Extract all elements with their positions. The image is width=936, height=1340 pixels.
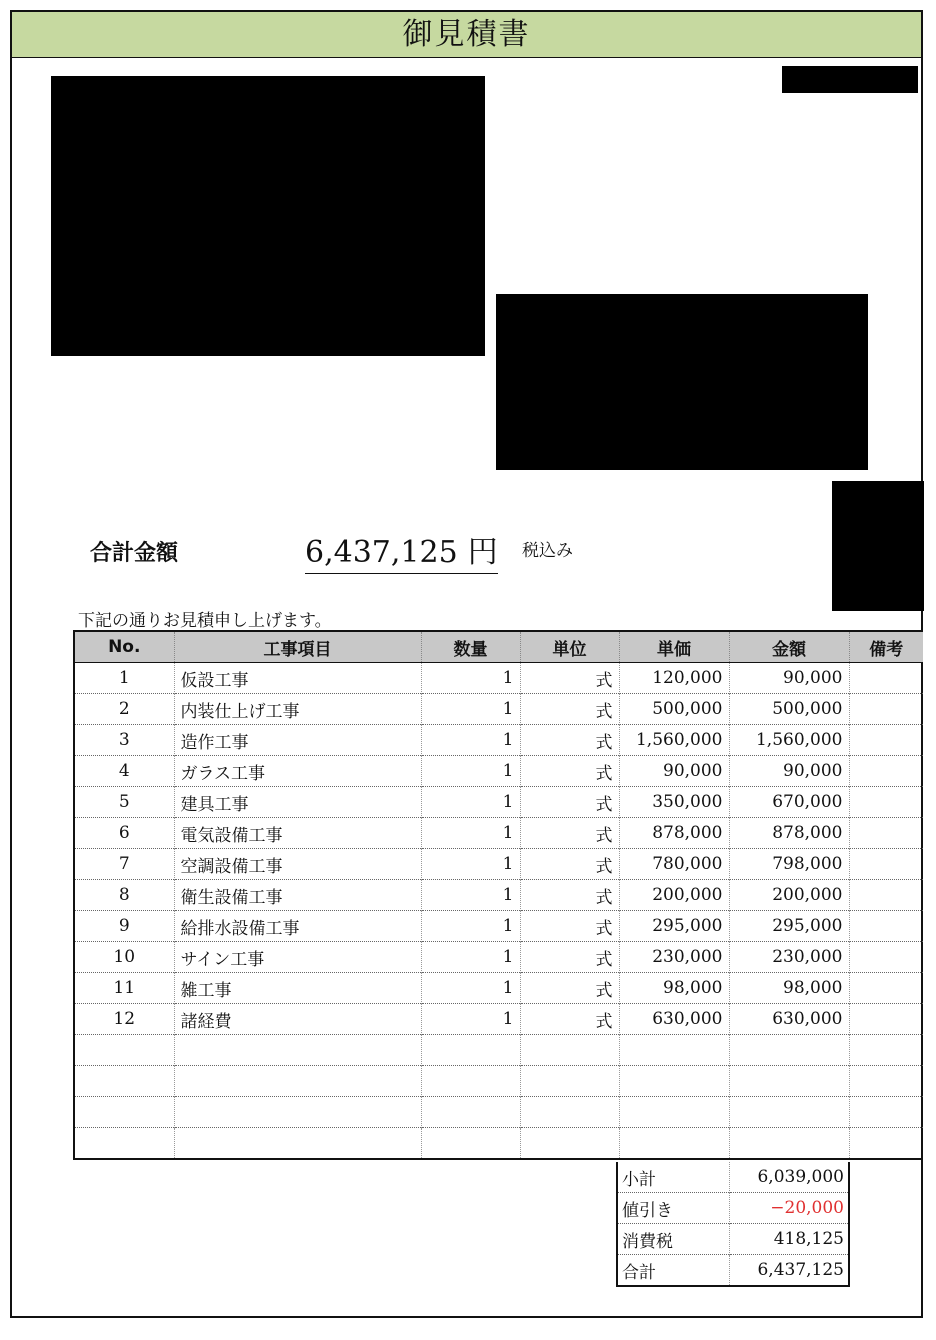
header-unit-price: 単価 [619, 631, 729, 663]
cell-unit: 式 [520, 973, 619, 1004]
cell-no: 9 [74, 911, 174, 942]
cell-qty: 1 [421, 911, 520, 942]
cell-amount: 200,000 [729, 880, 849, 911]
subtotal-value: 6,039,000 [757, 1167, 844, 1187]
cell-empty [729, 1066, 849, 1097]
intro-text: 下記の通りお見積申し上げます。 [78, 611, 332, 631]
cell-note [849, 787, 923, 818]
cell-amount: 90,000 [729, 663, 849, 694]
cell-note [849, 880, 923, 911]
cell-unit: 式 [520, 942, 619, 973]
cell-note [849, 694, 923, 725]
cell-note [849, 1004, 923, 1035]
table-row-empty [74, 1035, 923, 1066]
cell-unit: 式 [520, 756, 619, 787]
cell-amount: 230,000 [729, 942, 849, 973]
cell-empty [74, 1097, 174, 1128]
cell-note [849, 911, 923, 942]
cell-item: 給排水設備工事 [174, 911, 421, 942]
cell-unit-price: 230,000 [619, 942, 729, 973]
grand-total-label: 合計 [617, 1255, 729, 1287]
cell-qty: 1 [421, 787, 520, 818]
cell-empty [74, 1035, 174, 1066]
cell-empty [520, 1066, 619, 1097]
cell-note [849, 663, 923, 694]
cell-item: ガラス工事 [174, 756, 421, 787]
cell-no: 12 [74, 1004, 174, 1035]
cell-note [849, 756, 923, 787]
cell-note [849, 849, 923, 880]
summary-table [616, 1162, 850, 1287]
cell-qty: 1 [421, 973, 520, 1004]
cell-item: サイン工事 [174, 942, 421, 973]
table-row [74, 849, 923, 880]
cell-item: 衛生設備工事 [174, 880, 421, 911]
table-body [74, 663, 923, 1160]
cell-empty [729, 1097, 849, 1128]
cell-unit-price: 1,560,000 [619, 725, 729, 756]
cell-qty: 1 [421, 942, 520, 973]
total-amount-label: 合計金額 [90, 541, 179, 566]
estimate-table [73, 630, 923, 1160]
cell-note [849, 725, 923, 756]
table-row [74, 663, 923, 694]
cell-amount: 295,000 [729, 911, 849, 942]
cell-qty: 1 [421, 818, 520, 849]
cell-no: 4 [74, 756, 174, 787]
header-item: 工事項目 [174, 631, 421, 663]
cell-item: 内装仕上げ工事 [174, 694, 421, 725]
cell-unit-price: 500,000 [619, 694, 729, 725]
cell-empty [421, 1035, 520, 1066]
table-row [74, 725, 923, 756]
cell-unit-price: 98,000 [619, 973, 729, 1004]
cell-amount: 500,000 [729, 694, 849, 725]
header-qty: 数量 [421, 631, 520, 663]
header-no: No. [74, 631, 174, 663]
cell-qty: 1 [421, 694, 520, 725]
table-row [74, 942, 923, 973]
subtotal-label: 小計 [617, 1162, 729, 1193]
cell-empty [174, 1097, 421, 1128]
summary-row-total [617, 1255, 849, 1287]
cell-unit-price: 295,000 [619, 911, 729, 942]
cell-qty: 1 [421, 756, 520, 787]
cell-empty [729, 1035, 849, 1066]
cell-qty: 1 [421, 849, 520, 880]
cell-unit-price: 780,000 [619, 849, 729, 880]
cell-no: 2 [74, 694, 174, 725]
cell-unit: 式 [520, 818, 619, 849]
cell-no: 7 [74, 849, 174, 880]
tax-included-note: 税込み [522, 541, 573, 561]
cell-qty: 1 [421, 725, 520, 756]
cell-unit-price: 878,000 [619, 818, 729, 849]
table-row [74, 880, 923, 911]
cell-empty [520, 1128, 619, 1160]
cell-empty [619, 1035, 729, 1066]
table-row [74, 1004, 923, 1035]
table-row-empty [74, 1128, 923, 1160]
table-row [74, 787, 923, 818]
cell-qty: 1 [421, 1004, 520, 1035]
cell-no: 11 [74, 973, 174, 1004]
cell-empty [174, 1128, 421, 1160]
cell-unit: 式 [520, 1004, 619, 1035]
summary-row-subtotal [617, 1162, 849, 1193]
total-amount-value: 6,437,125 [305, 535, 458, 570]
cell-empty [520, 1097, 619, 1128]
cell-empty [74, 1128, 174, 1160]
header-unit: 単位 [520, 631, 619, 663]
cell-amount: 98,000 [729, 973, 849, 1004]
cell-no: 3 [74, 725, 174, 756]
cell-unit-price: 200,000 [619, 880, 729, 911]
cell-empty [421, 1128, 520, 1160]
cell-no: 8 [74, 880, 174, 911]
redacted-block-seal [832, 481, 924, 611]
cell-amount: 1,560,000 [729, 725, 849, 756]
grand-total-value: 6,437,125 [729, 1255, 849, 1287]
summary-row-discount [617, 1193, 849, 1224]
discount-label: 値引き [617, 1193, 729, 1224]
cell-item: 建具工事 [174, 787, 421, 818]
cell-no: 1 [74, 663, 174, 694]
table-row [74, 973, 923, 1004]
cell-empty [849, 1035, 923, 1066]
currency-unit: 円 [467, 535, 498, 570]
cell-unit: 式 [520, 663, 619, 694]
cell-unit: 式 [520, 849, 619, 880]
table-row [74, 694, 923, 725]
cell-unit: 式 [520, 725, 619, 756]
table-row-empty [74, 1066, 923, 1097]
tax-label: 消費税 [617, 1224, 729, 1255]
cell-empty [174, 1035, 421, 1066]
cell-amount: 670,000 [729, 787, 849, 818]
cell-empty [421, 1066, 520, 1097]
cell-amount: 798,000 [729, 849, 849, 880]
summary-row-tax [617, 1224, 849, 1255]
cell-item: 諸経費 [174, 1004, 421, 1035]
cell-empty [619, 1066, 729, 1097]
cell-no: 6 [74, 818, 174, 849]
cell-unit-price: 120,000 [619, 663, 729, 694]
cell-item: 雑工事 [174, 973, 421, 1004]
redacted-block-date [782, 66, 918, 93]
discount-value: −20,000 [729, 1193, 849, 1224]
cell-empty [619, 1097, 729, 1128]
table-header-row [74, 631, 923, 663]
redacted-block-issuer [496, 294, 868, 470]
cell-qty: 1 [421, 880, 520, 911]
cell-note [849, 942, 923, 973]
redacted-block-recipient [51, 76, 485, 356]
table-row-empty [74, 1097, 923, 1128]
cell-empty [74, 1066, 174, 1097]
cell-note [849, 818, 923, 849]
cell-unit-price: 90,000 [619, 756, 729, 787]
cell-unit: 式 [520, 911, 619, 942]
table-row [74, 911, 923, 942]
header-note: 備考 [849, 631, 923, 663]
tax-value: 418,125 [729, 1224, 849, 1255]
cell-empty [849, 1097, 923, 1128]
cell-item: 仮設工事 [174, 663, 421, 694]
cell-amount: 90,000 [729, 756, 849, 787]
cell-amount: 878,000 [729, 818, 849, 849]
cell-empty [520, 1035, 619, 1066]
cell-amount: 630,000 [729, 1004, 849, 1035]
cell-empty [729, 1128, 849, 1160]
cell-no: 5 [74, 787, 174, 818]
document-title: 御見積書 [12, 12, 921, 58]
cell-item: 空調設備工事 [174, 849, 421, 880]
total-amount [305, 527, 498, 574]
cell-unit-price: 630,000 [619, 1004, 729, 1035]
table-row [74, 756, 923, 787]
cell-unit: 式 [520, 694, 619, 725]
cell-unit-price: 350,000 [619, 787, 729, 818]
cell-qty: 1 [421, 663, 520, 694]
cell-empty [174, 1066, 421, 1097]
cell-note [849, 973, 923, 1004]
cell-empty [421, 1097, 520, 1128]
cell-no: 10 [74, 942, 174, 973]
cell-empty [849, 1128, 923, 1160]
header-amount: 金額 [729, 631, 849, 663]
cell-unit: 式 [520, 787, 619, 818]
cell-item: 造作工事 [174, 725, 421, 756]
cell-unit: 式 [520, 880, 619, 911]
table-row [74, 818, 923, 849]
cell-empty [619, 1128, 729, 1160]
cell-empty [849, 1066, 923, 1097]
cell-item: 電気設備工事 [174, 818, 421, 849]
